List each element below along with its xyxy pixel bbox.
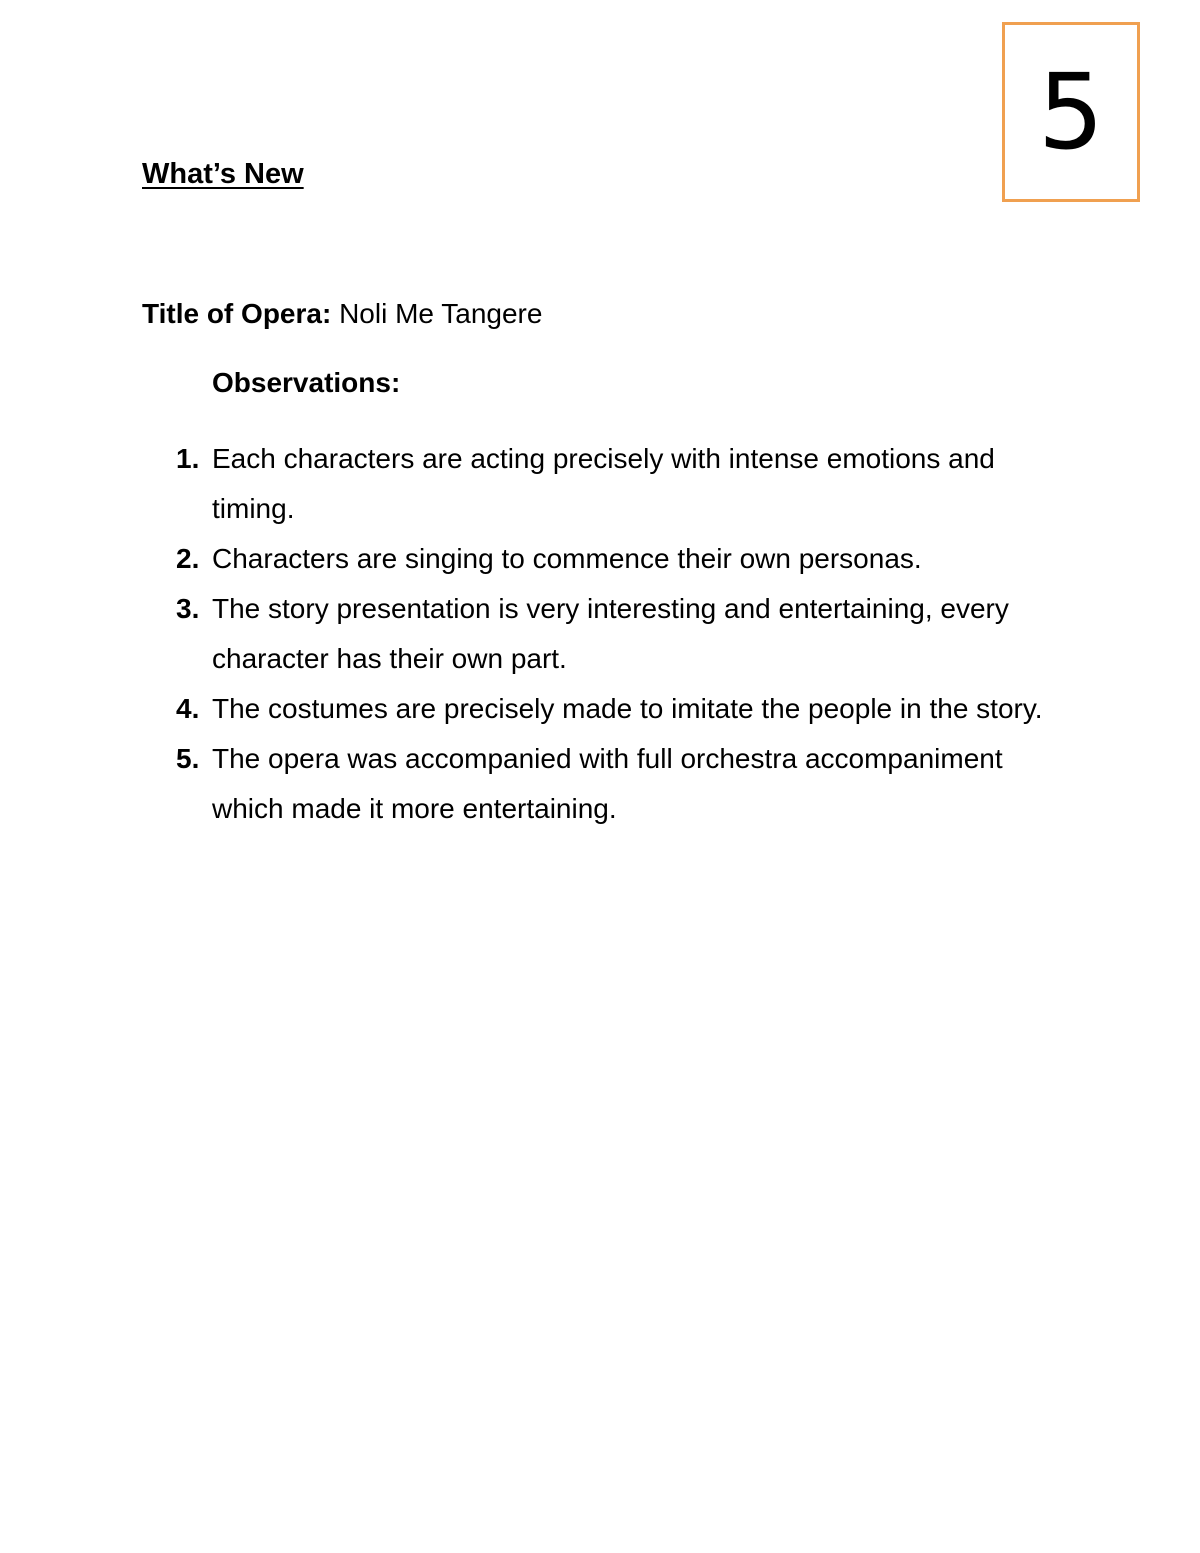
list-item-text: Each characters are acting precisely with intense emotions and timing. [212, 443, 995, 524]
list-item [176, 734, 1076, 834]
list-item-number: 3. [176, 593, 200, 624]
list-item-number: 5. [176, 743, 200, 774]
observations-list [176, 434, 1076, 834]
list-item-number: 1. [176, 443, 200, 474]
list-item [176, 584, 1076, 684]
list-item-text: The story presentation is very interesting and entertaining, every character has their own part. [212, 593, 1009, 674]
list-item-text: The opera was accompanied with full orchestra accompaniment which made it more entertaining. [212, 743, 1003, 824]
list-item-text: Characters are singing to commence their own personas. [212, 543, 922, 574]
list-item [176, 534, 1076, 584]
opera-title-value: Noli Me Tangere [339, 298, 543, 329]
list-item [176, 684, 1076, 734]
list-item-number: 2. [176, 543, 200, 574]
opera-title-label: Title of Opera: [142, 298, 332, 329]
section-heading: What’s New [142, 158, 304, 190]
opera-title-line [142, 298, 542, 330]
observations-heading: Observations: [212, 367, 401, 398]
list-item-number: 4. [176, 693, 200, 724]
list-item [176, 434, 1076, 534]
page-number: 5 [1037, 51, 1105, 173]
page-number-box [1002, 22, 1140, 202]
list-item-text: The costumes are precisely made to imitate the people in the story. [212, 693, 1043, 724]
